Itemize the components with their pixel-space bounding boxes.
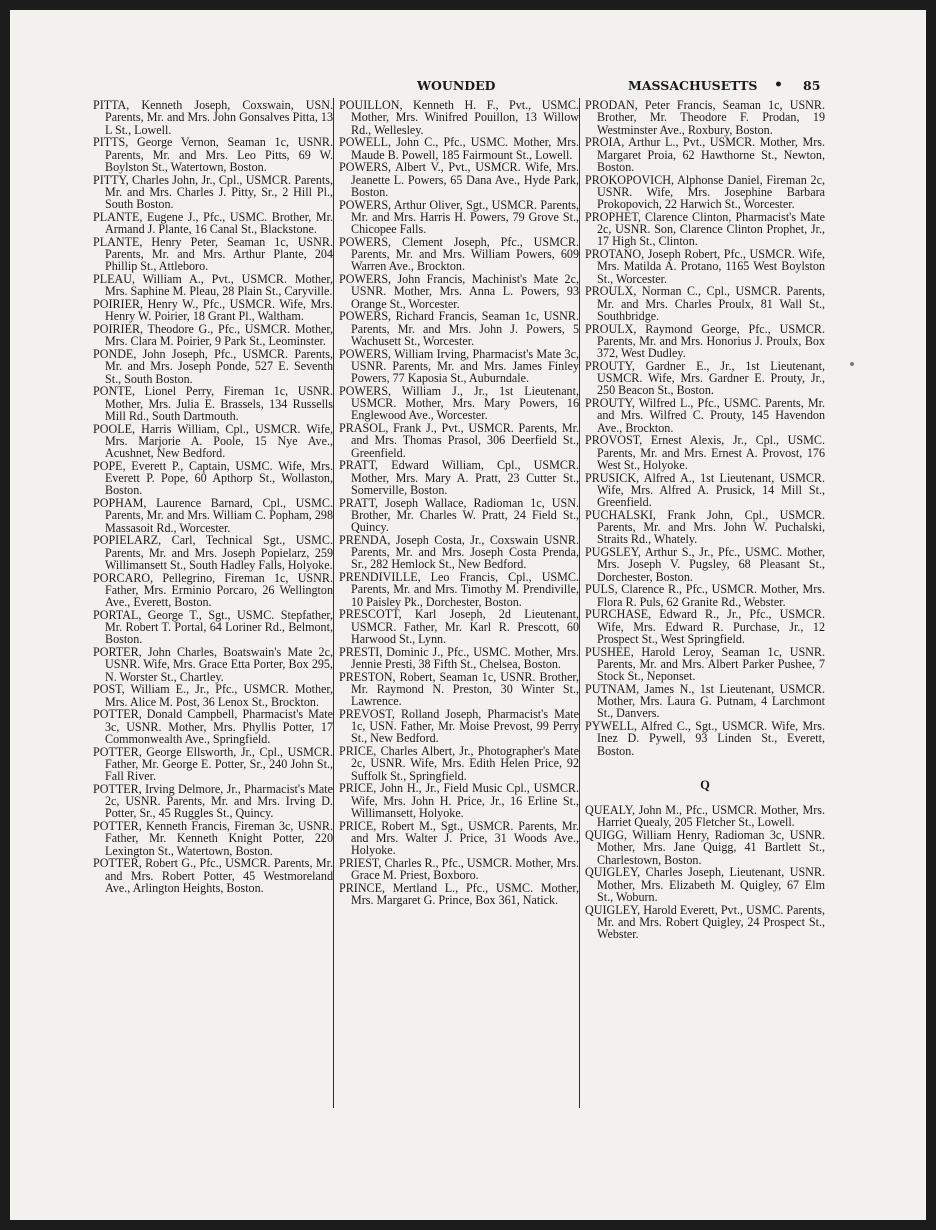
roster-entry: PRESCOTT, Karl Joseph, 2d Lieutenant, USMCR. Father, Mr. Karl R. Prescott, 60 Harwood St., Lynn. [339, 607, 579, 646]
scan-speck [850, 362, 854, 366]
roster-entry: PREVOST, Rolland Joseph, Pharmacist's Mate 1c, USN. Father, Mr. Moise Prevost, 99 Perry St., New Bedford. [339, 706, 579, 746]
roster-entry: POWERS, John Francis, Machinist's Mate 2c, USNR. Mother, Mrs. Anna L. Powers, 93 Orange St., Worcester. [339, 272, 579, 311]
roster-entry: PRESTI, Dominic J., Pfc., USMC. Mother, Mrs. Jennie Presti, 38 Fifth St., Chelsea, Boston. [339, 644, 579, 671]
roster-entry: QUEALY, John M., Pfc., USMCR. Mother, Mrs. Harriet Quealy, 205 Fletcher St., Lowell. [585, 803, 825, 830]
roster-entry: POWELL, John C., Pfc., USMC. Mother, Mrs. Maude B. Powell, 185 Fairmount St., Lowell. [339, 135, 579, 162]
header-section-title: WOUNDED [417, 78, 496, 93]
running-header [10, 78, 926, 100]
roster-entry: PITTS, George Vernon, Seaman 1c, USNR. Parents, Mr. and Mrs. Leo Pitts, 69 W. Boylston St., Watertown, Boston. [93, 135, 333, 174]
section-heading-q: Q [700, 777, 710, 792]
roster-entry: PRATT, Joseph Wallace, Radioman 1c, USN. Brother, Mr. Charles W. Pratt, 24 Field St., Quincy. [339, 495, 579, 534]
roster-entry: PROUTY, Wilfred L., Pfc., USMC. Parents, Mr. and Mrs. Wilfred C. Prouty, 145 Havendon Ave., Brockton. [585, 396, 825, 435]
roster-entry: PLANTE, Henry Peter, Seaman 1c, USNR. Parents, Mr. and Mrs. Arthur Plante, 204 Phillip St., Attleboro. [93, 234, 333, 274]
roster-entry: PITTY, Charles John, Jr., Cpl., USMCR. Parents, Mr. and Mrs. Charles J. Pitty, Sr., 2 Hill Pl., South Boston. [93, 172, 333, 211]
roster-entry: POTTER, Robert G., Pfc., USMCR. Parents, Mr. and Mrs. Robert Potter, 45 Westmoreland Ave., Arlington Heights, Boston. [93, 856, 333, 895]
header-state: MASSACHUSETTS [628, 78, 758, 93]
roster-entry: POWERS, Albert V., Pvt., USMCR. Wife, Mrs. Jeanette L. Powers, 65 Dana Ave., Hyde Park, Boston. [339, 160, 579, 199]
column-3 [585, 99, 825, 941]
roster-entry: PLANTE, Eugene J., Pfc., USMC. Brother, Mr. Armand J. Plante, 16 Canal St., Blackstone. [93, 209, 333, 236]
page-number: 85 [803, 78, 821, 93]
document-page [10, 10, 926, 1220]
roster-entry: PUTNAM, James N., 1st Lieutenant, USMCR. Mother, Mrs. Laura G. Putnam, 4 Larchmont St., Danvers. [585, 681, 825, 721]
roster-entry: PUCHALSKI, Frank John, Cpl., USMCR. Parents, Mr. and Mrs. John W. Puchalski, Straits Rd., Whately. [585, 507, 825, 547]
roster-entry: PROULX, Raymond George, Pfc., USMCR. Parents, Mr. and Mrs. Honorius J. Proulx, Box 372, West Dudley. [585, 321, 825, 360]
roster-entry: QUIGG, William Henry, Radioman 3c, USNR. Mother, Mrs. Jane Quigg, 41 Bartlett St., Charlestown, Boston. [585, 828, 825, 867]
roster-entry: POTTER, Irving Delmore, Jr., Pharmacist's Mate 2c, USNR. Parents, Mr. and Mrs. Irving D. Potter, Sr., 45 Ruggles St., Quincy. [93, 781, 333, 821]
roster-entry: PRASOL, Frank J., Pvt., USMCR. Parents, Mr. and Mrs. Thomas Prasol, 306 Deerfield St., Greenfield. [339, 421, 579, 460]
roster-entry: PLEAU, William A., Pvt., USMCR. Mother, Mrs. Saphine M. Pleau, 28 Plain St., Caryville. [93, 272, 333, 299]
roster-entry: QUIGLEY, Harold Everett, Pvt., USMC. Parents, Mr. and Mrs. Robert Quigley, 24 Prospect St., Webster. [585, 902, 825, 941]
roster-entry: PRENDIVILLE, Leo Francis, Cpl., USMC. Parents, Mr. and Mrs. Timothy M. Prendiville, 10 Paisley Pk., Dorchester, Boston. [339, 570, 579, 609]
roster-entry: PUGSLEY, Arthur S., Jr., Pfc., USMC. Mother, Mrs. Joseph V. Pugsley, 68 Pleasant St., Dorchester, Boston. [585, 545, 825, 584]
roster-entry: PYWELL, Alfred C., Sgt., USMCR. Wife, Mrs. Inez D. Pywell, 93 Linden St., Everett, Boston. [585, 719, 825, 758]
roster-entry: PORTER, John Charles, Boatswain's Mate 2c, USNR. Wife, Mrs. Grace Etta Porter, Box 295, N. Worster St., Chartley. [93, 645, 333, 684]
roster-entry: POST, William E., Jr., Pfc., USMCR. Mother, Mrs. Alice M. Post, 36 Lenox St., Brockton. [93, 682, 333, 709]
roster-entry: PULS, Clarence R., Pfc., USMCR. Mother, Mrs. Flora R. Puls, 62 Granite Rd., Webster. [585, 582, 825, 609]
roster-entry: PRINCE, Mertland L., Pfc., USMC. Mother, Mrs. Margaret G. Prince, Box 361, Natick. [339, 880, 579, 907]
roster-entry: PRICE, John H., Jr., Field Music Cpl., USMCR. Wife, Mrs. John H. Price, Jr., 16 Erline St., Willimansett, Holyoke. [339, 781, 579, 820]
roster-entry: PRUSICK, Alfred A., 1st Lieutenant, USMCR. Wife, Mrs. Alfred A. Prusick, 14 Mill St., Greenfield. [585, 470, 825, 509]
column-1 [93, 99, 333, 895]
column-2 [339, 99, 579, 907]
roster-entry: PROPHET, Clarence Clinton, Pharmacist's Mate 2c, USNR. Son, Clarence Clinton Prophet, Jr., 17 High St., Clinton. [585, 209, 825, 249]
roster-entry: POPIELARZ, Carl, Technical Sgt., USMC. Parents, Mr. and Mrs. Joseph Popielarz, 259 Willimansett St., South Hadley Falls, Holyoke. [93, 533, 333, 572]
roster-entry: PURCHASE, Edward R., Jr., Pfc., USMCR. Wife, Mrs. Edward R. Purchase, Jr., 12 Prospect St., West Springfield. [585, 607, 825, 646]
roster-entry: POOLE, Harris William, Cpl., USMCR. Wife, Mrs. Marjorie A. Poole, 15 Nye Ave., Acushnet, New Bedford. [93, 421, 333, 460]
roster-entry: POUILLON, Kenneth H. F., Pvt., USMC. Mother, Mrs. Winifred Pouillon, 13 Willow Rd., Wellesley. [339, 98, 579, 137]
roster-entry: PRICE, Robert M., Sgt., USMCR. Parents, Mr. and Mrs. Walter J. Price, 31 Woods Ave., Holyoke. [339, 818, 579, 857]
roster-entry: PROTANO, Joseph Robert, Pfc., USMCR. Wife, Mrs. Matilda A. Protano, 1165 West Boylston St., Worcester. [585, 247, 825, 286]
roster-entry: PROVOST, Ernest Alexis, Jr., Cpl., USMC. Parents, Mr. and Mrs. Ernest A. Provost, 176 West St., Holyoke. [585, 433, 825, 472]
roster-entry: PROUTY, Gardner E., Jr., 1st Lieutenant, USMCR. Wife, Mrs. Gardner E. Prouty, Jr., 250 Beacon St., Boston. [585, 358, 825, 398]
roster-entry: POWERS, Arthur Oliver, Sgt., USMCR. Parents, Mr. and Mrs. Harris H. Powers, 79 Grove St., Chicopee Falls. [339, 197, 579, 236]
roster-entry: POIRIER, Theodore G., Pfc., USMCR. Mother, Mrs. Clara M. Poirier, 9 Park St., Leominster. [93, 322, 333, 349]
roster-entry: POTTER, Kenneth Francis, Fireman 3c, USNR. Father, Mr. Kenneth Knight Potter, 220 Lexington St., Watertown, Boston. [93, 819, 333, 858]
roster-entry: POWERS, Clement Joseph, Pfc., USMCR. Parents, Mr. and Mrs. William Powers, 609 Warren Ave., Brockton. [339, 234, 579, 274]
header-bullet: • [774, 77, 783, 93]
roster-entry: PORTAL, George T., Sgt., USMC. Stepfather, Mr. Robert T. Portal, 64 Loriner Rd., Belmont, Boston. [93, 607, 333, 647]
roster-entry: PUSHEE, Harold Leroy, Seaman 1c, USNR. Parents, Mr. and Mrs. Albert Parker Pushee, 7 Stock St., Neponset. [585, 644, 825, 683]
roster-entry: POTTER, George Ellsworth, Jr., Cpl., USMCR. Father, Mr. George E. Potter, Sr., 240 John St., Fall River. [93, 744, 333, 783]
roster-entry: PROKOPOVICH, Alphonse Daniel, Fireman 2c, USNR. Wife, Mrs. Josephine Barbara Prokopovich, 22 Harwich St., Worcester. [585, 172, 825, 211]
roster-entry: PROIA, Arthur L., Pvt., USMCR. Mother, Mrs. Margaret Proia, 62 Hawthorne St., Newton, Boston. [585, 135, 825, 174]
roster-entry: PROULX, Norman C., Cpl., USMCR. Parents, Mr. and Mrs. Charles Proulx, 81 Wall St., Southbridge. [585, 284, 825, 323]
roster-entry: PRENDA, Joseph Costa, Jr., Coxswain USNR. Parents, Mr. and Mrs. Joseph Costa Prenda, Sr., 282 Hemlock St., New Bedford. [339, 532, 579, 572]
roster-entry: PONDE, John Joseph, Pfc., USMCR. Parents, Mr. and Mrs. Joseph Ponde, 527 E. Seventh St., South Boston. [93, 347, 333, 386]
roster-entry: POPHAM, Laurence Barnard, Cpl., USMC. Parents, Mr. and Mrs. William C. Popham, 298 Massasoit Rd., Worcester. [93, 496, 333, 535]
roster-entry: POWERS, Richard Francis, Seaman 1c, USNR. Parents, Mr. and Mrs. John J. Powers, 5 Wachusett St., Worcester. [339, 309, 579, 348]
roster-entry: PRIEST, Charles R., Pfc., USMCR. Mother, Mrs. Grace M. Priest, Boxboro. [339, 855, 579, 882]
roster-entry: PITTA, Kenneth Joseph, Coxswain, USN. Parents, Mr. and Mrs. John Gonsalves Pitta, 13 L St., Lowell. [93, 98, 333, 137]
roster-entry: PRICE, Charles Albert, Jr., Photographer's Mate 2c, USNR. Wife, Mrs. Edith Helen Price, 92 Suffolk St., Springfield. [339, 744, 579, 783]
roster-entry: PONTE, Lionel Perry, Fireman 1c, USNR. Mother, Mrs. Julia E. Brassels, 134 Russells Mill Rd., South Dartmouth. [93, 384, 333, 423]
roster-entry: PRESTON, Robert, Seaman 1c, USNR. Brother, Mr. Raymond N. Preston, 30 Winter St., Lawrence. [339, 669, 579, 708]
roster-entry: POWERS, William J., Jr., 1st Lieutenant, USMCR. Mother, Mrs. Mary Powers, 16 Englewood Ave., Worcester. [339, 383, 579, 423]
roster-entry: PRODAN, Peter Francis, Seaman 1c, USNR. Brother, Mr. Theodore F. Prodan, 19 Westminster Ave., Roxbury, Boston. [585, 98, 825, 137]
roster-entry: POIRIER, Henry W., Pfc., USMCR. Wife, Mrs. Henry W. Poirier, 18 Grant Pl., Waltham. [93, 297, 333, 324]
roster-entry: QUIGLEY, Charles Joseph, Lieutenant, USNR. Mother, Mrs. Elizabeth M. Quigley, 67 Elm St., Woburn. [585, 865, 825, 904]
roster-entry: PORCARO, Pellegrino, Fireman 1c, USNR. Father, Mrs. Erminio Porcaro, 26 Wellington Ave., Everett, Boston. [93, 570, 333, 609]
column-divider [579, 98, 580, 1108]
roster-entry: PRATT, Edward William, Cpl., USMCR. Mother, Mrs. Mary A. Pratt, 23 Cutter St., Somerville, Boston. [339, 458, 579, 497]
roster-entry: POPE, Everett P., Captain, USMC. Wife, Mrs. Everett P. Pope, 60 Apthorp St., Wollaston, Boston. [93, 458, 333, 498]
roster-entry: POWERS, William Irving, Pharmacist's Mate 3c, USNR. Parents, Mr. and Mrs. James Finley Powers, 77 Kaposia St., Auburndale. [339, 346, 579, 385]
column-divider [333, 98, 334, 1108]
roster-entry: POTTER, Donald Campbell, Pharmacist's Mate 3c, USNR. Mother, Mrs. Phyllis Potter, 17 Commonwealth Ave., Springfield. [93, 707, 333, 746]
